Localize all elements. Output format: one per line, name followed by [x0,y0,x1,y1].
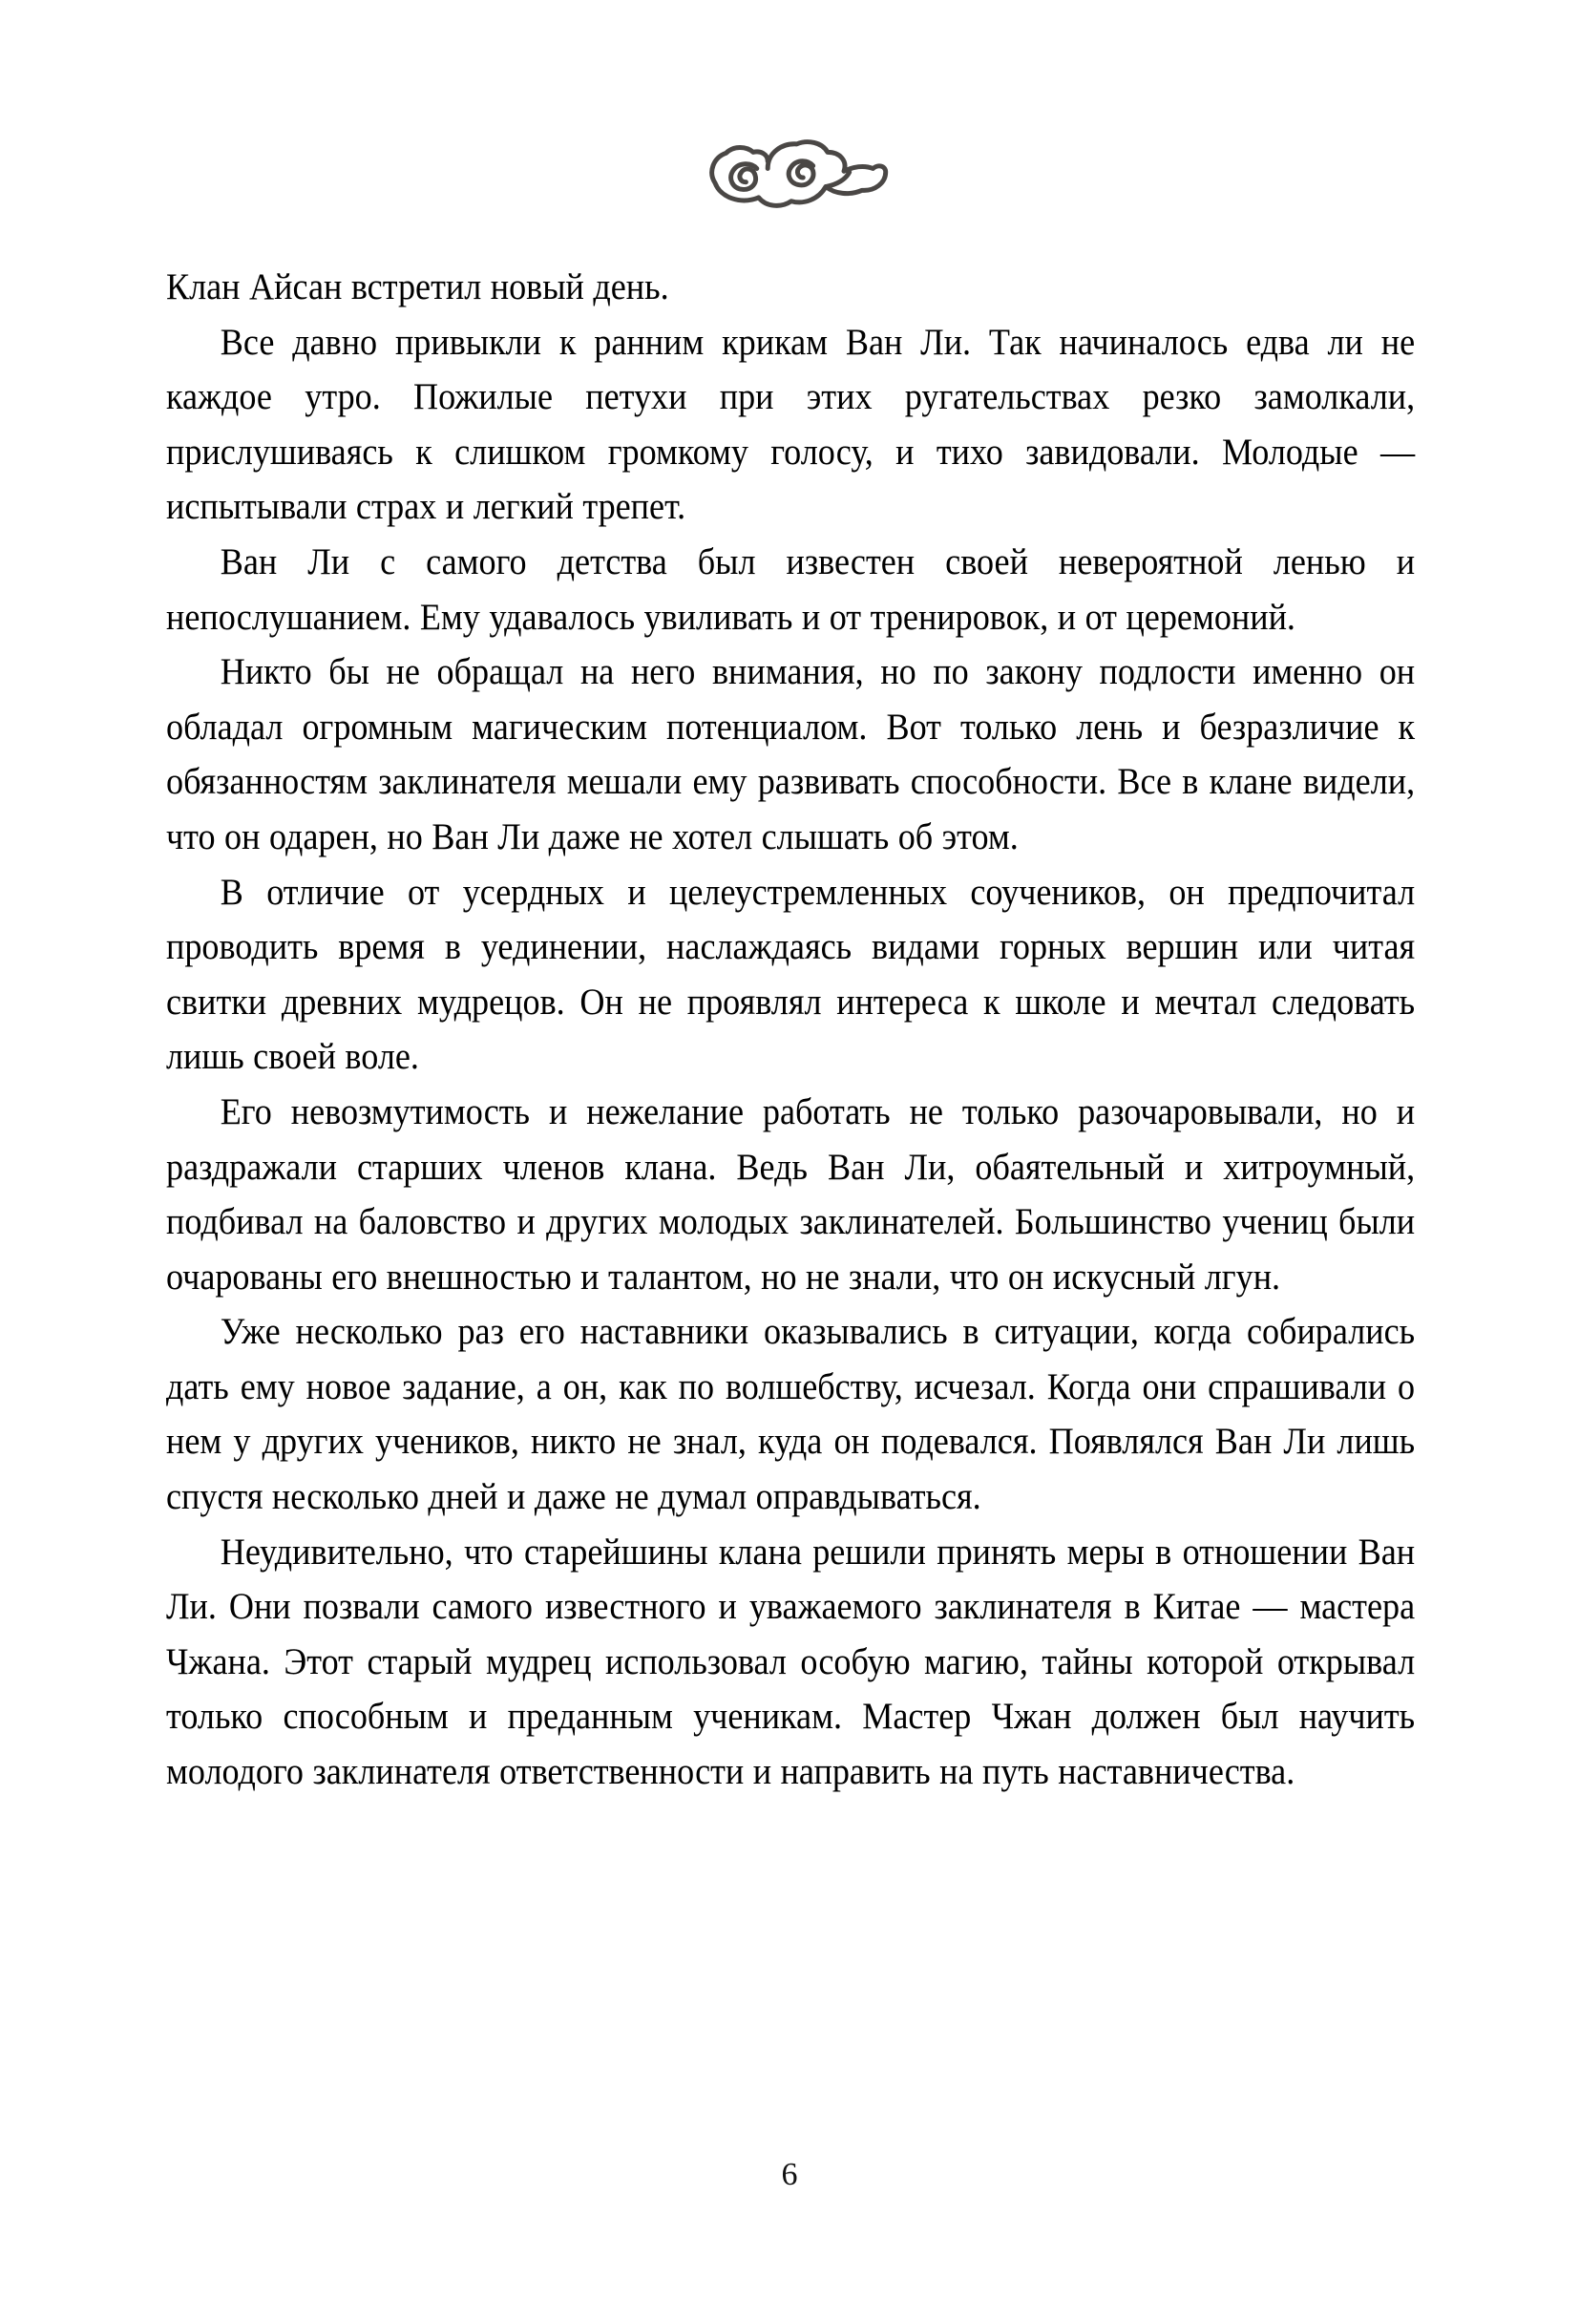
page-number: 6 [781,2157,798,2192]
paragraph: Неудивительно, что старейшины клана решили принять меры в отношении Ван Ли. Они позвали самого известного и уважаемого заклинателя в Китае — мастера Чжана. Этот старый мудрец использовал особую магию, тайны которой открывал только способным и преданным ученикам. Мастер Чжан должен был научить молодого заклинателя ответственности и направить на путь наставничества. [166,1530,1416,1793]
chapter-ornament [0,132,1579,223]
paragraph: Ван Ли с самого детства был известен своей невероятной ленью и непослушанием. Ему удавалось увиливать и от тренировок, и от церемоний. [166,539,1416,638]
paragraph: В отличие от усердных и целеустремленных соучеников, он предпочитал проводить время в уединении, наслаждаясь видами горных вершин или читая свитки древних мудрецов. Он не проявлял интереса к школе и мечтал следовать лишь своей воле. [166,870,1416,1078]
page-body [166,260,1415,1800]
chinese-cloud-ornament [681,132,898,223]
paragraph: Клан Айсан встретил новый день. [166,265,669,307]
paragraph: Его невозмутимость и нежелание работать не только разочаровывали, но и раздражали старших членов клана. Ведь Ван Ли, обаятельный и хитроумный, подбивал на баловство и других молодых заклинателей. Большинство учениц были очарованы его внешностью и талантом, но не знали, что он искусный лгун. [166,1089,1416,1298]
paragraph: Уже несколько раз его наставники оказывались в ситуации, когда собирались дать ему новое задание, а он, как по волшебству, исчезал. Когда они спрашивали о нем у других учеников, никто не знал, куда он подевался. Появлялся Ван Ли лишь спустя несколько дней и даже не думал оправдываться. [166,1310,1416,1518]
paragraph: Все давно привыкли к ранним крикам Ван Ли. Так начиналось едва ли не каждое утро. Пожилые петухи при этих ругательствах резко замолкали, прислушиваясь к слишком громкому голосу, и тихо завидовали. Молодые — испытывали страх и легкий трепет. [166,320,1416,528]
paragraph: Никто бы не обращал на него внимания, но по закону подлости именно он обладал огромным магическим потенциалом. Вот только лень и безразличие к обязанностям заклинателя мешали ему развивать способности. Все в клане видели, что он одарен, но Ван Ли даже не хотел слышать об этом. [166,650,1416,857]
